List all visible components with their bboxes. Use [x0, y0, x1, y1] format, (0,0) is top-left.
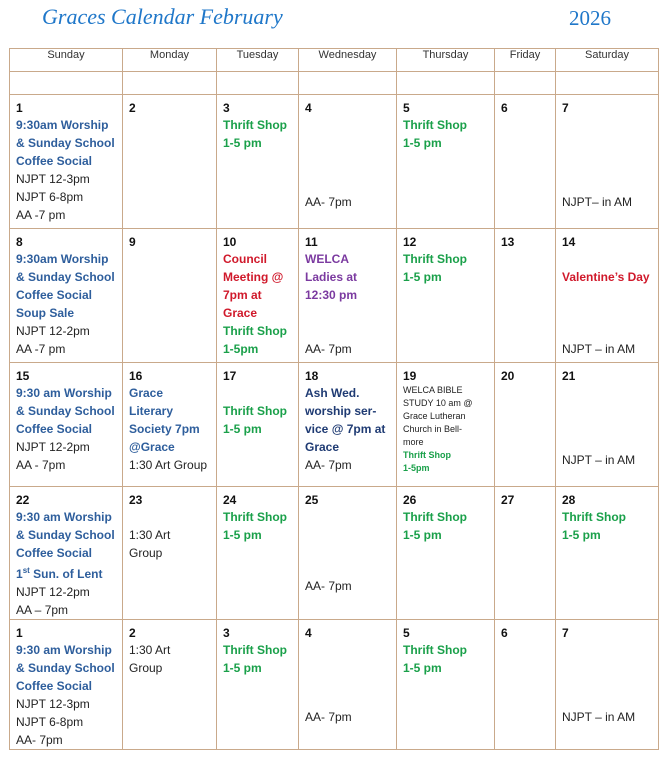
day-name-header: Thursday	[397, 49, 495, 72]
event-line: & Sunday School	[16, 404, 115, 418]
week-row	[10, 229, 659, 363]
day-cell	[556, 363, 659, 487]
day-number: 17	[223, 369, 237, 383]
event-line: & Sunday School	[16, 528, 115, 542]
event-line: AA- 7pm	[305, 458, 352, 472]
day-number: 21	[562, 369, 576, 383]
day-cell	[299, 229, 397, 363]
event-line: Meeting @	[223, 270, 284, 284]
day-cell	[10, 487, 123, 620]
day-cell	[397, 487, 495, 620]
event-line: Thrift Shop	[403, 510, 467, 524]
day-name-header: Monday	[123, 49, 217, 72]
day-name-header: Saturday	[556, 49, 659, 72]
event-line: @Grace	[129, 440, 175, 454]
day-cell	[123, 95, 217, 229]
day-cell	[123, 620, 217, 750]
day-number: 13	[501, 235, 515, 249]
day-cell	[123, 487, 217, 620]
day-number: 5	[403, 101, 410, 115]
day-cell	[495, 487, 556, 620]
day-number: 26	[403, 493, 417, 507]
event-line: 1-5 pm	[403, 136, 442, 150]
day-number: 19	[403, 369, 417, 383]
event-line: & Sunday School	[16, 661, 115, 675]
blank-cell	[123, 72, 217, 95]
event-line: 9:30 am Worship	[16, 510, 112, 524]
day-cell	[299, 363, 397, 487]
event-line: 7pm at	[223, 288, 262, 302]
event-line: 1-5pm	[403, 463, 430, 473]
event-line: 1-5 pm	[403, 661, 442, 675]
event-line: AA- 7pm	[305, 710, 352, 724]
day-cell	[556, 620, 659, 750]
blank-row	[10, 72, 659, 95]
week-row	[10, 620, 659, 750]
day-number: 23	[129, 493, 143, 507]
event-line: Grace	[305, 440, 340, 454]
day-number: 20	[501, 369, 515, 383]
day-number: 15	[16, 369, 30, 383]
event-line: 9:30am Worship	[16, 118, 109, 132]
day-cell	[299, 487, 397, 620]
event-line: more	[403, 437, 424, 447]
event-line: AA -7 pm	[16, 208, 66, 222]
event-line: 1:30 Art	[129, 643, 171, 657]
day-cell	[495, 363, 556, 487]
event-line: NJPT 12-3pm	[16, 697, 90, 711]
day-cell	[123, 363, 217, 487]
event-line: Society 7pm	[129, 422, 200, 436]
event-line: NJPT 12-3pm	[16, 172, 90, 186]
event-line: NJPT 12-2pm	[16, 324, 90, 338]
event-line: AA- 7pm	[305, 342, 352, 356]
event-line: WELCA BIBLE	[403, 385, 463, 395]
event-line: NJPT 12-2pm	[16, 585, 90, 599]
day-number: 2	[129, 101, 136, 115]
day-number: 14	[562, 235, 576, 249]
day-number: 18	[305, 369, 319, 383]
day-cell	[556, 487, 659, 620]
day-cell	[123, 229, 217, 363]
blank-cell	[217, 72, 299, 95]
day-number: 10	[223, 235, 237, 249]
week-row	[10, 95, 659, 229]
day-name-header: Friday	[495, 49, 556, 72]
event-line: NJPT 12-2pm	[16, 440, 90, 454]
day-number: 4	[305, 626, 312, 640]
day-number: 4	[305, 101, 312, 115]
event-line: Ladies at	[305, 270, 358, 284]
event-line: Thrift Shop	[562, 510, 626, 524]
calendar-grid	[9, 48, 659, 750]
event-line	[562, 250, 658, 268]
day-cell	[10, 229, 123, 363]
event-line: Ash Wed.	[305, 386, 360, 400]
day-name-header: Sunday	[10, 49, 123, 72]
calendar-year: 2026	[569, 6, 611, 30]
day-cell	[217, 620, 299, 750]
event-line: Thrift Shop	[403, 252, 467, 266]
event-line: 1st Sun. of Lent	[16, 566, 103, 581]
day-cell	[217, 487, 299, 620]
day-cell	[217, 95, 299, 229]
event-line: 9:30 am Worship	[16, 643, 112, 657]
day-number: 5	[403, 626, 410, 640]
day-number: 6	[501, 626, 508, 640]
day-number: 3	[223, 101, 230, 115]
day-name-header: Tuesday	[217, 49, 299, 72]
event-line: worship ser-	[305, 404, 377, 418]
day-number: 8	[16, 235, 23, 249]
event-line: Thrift Shop	[223, 118, 287, 132]
event-line: WELCA	[305, 252, 349, 266]
day-number: 6	[501, 101, 508, 115]
event-line: Thrift Shop	[223, 404, 287, 418]
day-number: 1	[16, 101, 23, 115]
event-line: 9:30am Worship	[16, 252, 109, 266]
event-line: vice @ 7pm at	[305, 422, 386, 436]
event-line	[129, 508, 216, 526]
event-line: & Sunday School	[16, 270, 115, 284]
event-line: 1-5 pm	[403, 270, 442, 284]
event-line: AA - 7pm	[16, 458, 66, 472]
day-names-row	[10, 49, 659, 72]
event-line: Thrift Shop	[403, 450, 451, 460]
day-cell	[217, 229, 299, 363]
day-cell	[495, 95, 556, 229]
day-cell	[10, 95, 123, 229]
event-line: 1-5 pm	[223, 528, 262, 542]
event-line: 1-5 pm	[223, 422, 262, 436]
day-number: 3	[223, 626, 230, 640]
event-line: AA- 7pm	[16, 733, 63, 747]
week-row	[10, 487, 659, 620]
day-name-header: Wednesday	[299, 49, 397, 72]
day-number: 9	[129, 235, 136, 249]
event-line: 9:30 am Worship	[16, 386, 112, 400]
day-cell	[556, 229, 659, 363]
day-cell	[397, 363, 495, 487]
day-number: 12	[403, 235, 417, 249]
event-line: Coffee Social	[16, 288, 93, 302]
day-cell	[495, 620, 556, 750]
day-number: 11	[305, 235, 318, 249]
day-cell	[299, 95, 397, 229]
day-number: 27	[501, 493, 515, 507]
day-cell	[397, 620, 495, 750]
event-line: Thrift Shop	[223, 324, 287, 338]
event-line: 1-5 pm	[403, 528, 442, 542]
event-line: Thrift Shop	[403, 643, 467, 657]
day-cell	[556, 95, 659, 229]
event-line: Council	[223, 252, 267, 266]
event-line: Group	[129, 546, 163, 560]
event-line	[223, 384, 298, 402]
event-line: Thrift Shop	[223, 643, 287, 657]
event-line: NJPT – in AM	[562, 453, 636, 467]
event-line: NJPT 6-8pm	[16, 190, 84, 204]
day-number: 1	[16, 626, 23, 640]
day-number: 7	[562, 101, 569, 115]
blank-cell	[397, 72, 495, 95]
event-line: STUDY 10 am @	[403, 398, 473, 408]
day-cell	[217, 363, 299, 487]
event-line: Coffee Social	[16, 422, 93, 436]
event-line: AA – 7pm	[16, 603, 69, 617]
day-number: 28	[562, 493, 576, 507]
event-line: Coffee Social	[16, 546, 93, 560]
event-line: Grace	[129, 386, 164, 400]
event-line: Thrift Shop	[403, 118, 467, 132]
event-line: AA -7 pm	[16, 342, 66, 356]
week-row	[10, 363, 659, 487]
event-line: Thrift Shop	[223, 510, 287, 524]
event-line: 1:30 Art	[129, 528, 171, 542]
event-line: NJPT – in AM	[562, 710, 636, 724]
event-line: Group	[129, 661, 163, 675]
blank-cell	[556, 72, 659, 95]
day-number: 24	[223, 493, 237, 507]
day-number: 22	[16, 493, 30, 507]
day-number: 25	[305, 493, 319, 507]
event-line: AA- 7pm	[305, 579, 352, 593]
event-line: 1-5 pm	[562, 528, 601, 542]
event-line: Coffee Social	[16, 154, 93, 168]
event-line: NJPT – in AM	[562, 342, 636, 356]
day-cell	[397, 229, 495, 363]
day-number: 2	[129, 626, 136, 640]
blank-cell	[10, 72, 123, 95]
event-line: AA- 7pm	[305, 195, 352, 209]
event-line: NJPT– in AM	[562, 195, 633, 209]
event-line: Church in Bell-	[403, 424, 463, 434]
calendar-title: Graces Calendar February	[42, 4, 283, 29]
day-number: 16	[129, 369, 143, 383]
event-line: NJPT 6-8pm	[16, 715, 84, 729]
event-line: Grace	[223, 306, 258, 320]
day-cell	[299, 620, 397, 750]
blank-cell	[495, 72, 556, 95]
event-line: Grace Lutheran	[403, 411, 466, 421]
event-line: 1-5 pm	[223, 136, 262, 150]
event-line: 1-5 pm	[223, 661, 262, 675]
blank-cell	[299, 72, 397, 95]
event-line: 12:30 pm	[305, 288, 358, 302]
event-line: Soup Sale	[16, 306, 75, 320]
event-line: 1:30 Art Group	[129, 458, 208, 472]
event-line: Valentine’s Day	[562, 270, 650, 284]
day-cell	[10, 620, 123, 750]
day-number: 7	[562, 626, 569, 640]
event-line: 1-5pm	[223, 342, 259, 356]
day-cell	[495, 229, 556, 363]
event-line: Coffee Social	[16, 679, 93, 693]
day-cell	[10, 363, 123, 487]
day-cell	[397, 95, 495, 229]
event-line: Literary	[129, 404, 174, 418]
event-line: & Sunday School	[16, 136, 115, 150]
